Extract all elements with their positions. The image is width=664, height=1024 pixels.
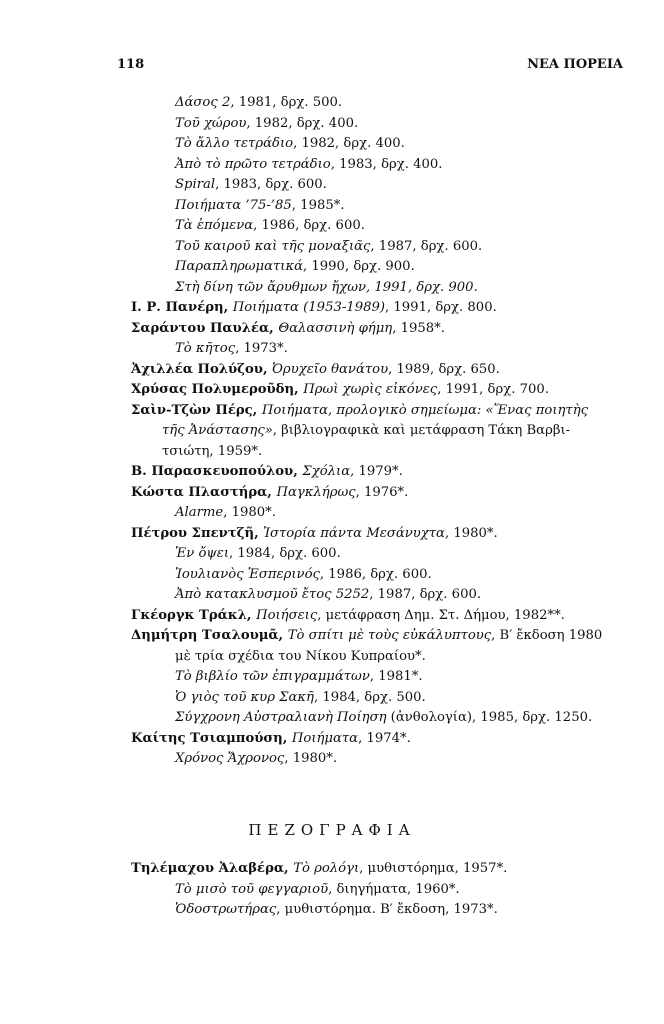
list-item: Τὰ ἑπόμενα, 1986, δρχ. 600. (175, 218, 365, 233)
list-item: Τοῦ χώρου, 1982, δρχ. 400. (175, 115, 359, 131)
list-item: τσιώτη, 1959*. (162, 443, 263, 459)
list-item: Χρόνος Ἄχρονος, 1980*. (175, 751, 338, 766)
list-item: Ἐν ὄψει, 1984, δρχ. 600. (175, 546, 341, 561)
poetry-list (131, 93, 631, 770)
list-item: Β. Παρασκευοπούλου, Σχόλια, 1979*. (131, 464, 403, 479)
list-item: Ὁδοστρωτήρας, μυθιστόρημα. Β′ ἔκδοση, 1973*. (175, 902, 498, 917)
list-item: Κώστα Πλαστήρα, Παγκλήρως, 1976*. (131, 484, 409, 500)
list-item: Χρύσας Πολυμεροῦδη, Πρωὶ χωρὶς εἰκόνες, 1991, δρχ. 700. (131, 382, 549, 397)
list-item: Σαράντου Παυλέα, Θαλασσινὴ φήμη, 1958*. (131, 320, 445, 336)
list-item: μὲ τρία σχέδια του Νίκου Κυπραίου*. (175, 648, 426, 664)
list-item: Τὸ ἄλλο τετράδιο, 1982, δρχ. 400. (175, 136, 405, 151)
list-item: Ἰουλιανὸς Ἑσπερινός, 1986, δρχ. 600. (175, 566, 432, 582)
list-item: Ἀπὸ τὸ πρῶτο τετράδιο, 1983, δρχ. 400. (175, 156, 443, 172)
list-item: Τὸ μισὸ τοῦ φεγγαριοῦ, διηγήματα, 1960*. (175, 881, 460, 897)
list-item: Ὁ γιὸς τοῦ κυρ Σακῆ, 1984, δρχ. 500. (175, 689, 426, 705)
list-item: Γκέοργκ Τράκλ, Ποιήσεις, μετάφραση Δημ. Στ. Δήμου, 1982**. (131, 607, 565, 623)
running-title: ΝΕΑ ΠΟΡΕΙΑ (527, 57, 623, 72)
list-item: Ι. Ρ. Πανέρη, Ποιήματα (1953-1989), 1991, δρχ. 800. (131, 300, 497, 315)
page-number: 118 (117, 57, 145, 72)
list-item: Σαὶν-Τζὼν Πέρς, Ποιήματα, προλογικὸ σημείωμα: «Ἕνας ποιητὴς (131, 402, 588, 418)
list-item: Ἀπὸ κατακλυσμοῦ ἔτος 5252, 1987, δρχ. 600. (175, 587, 482, 602)
list-item: Καίτης Τσιαμπούση, Ποιήματα, 1974*. (131, 730, 411, 746)
list-item: Τηλέμαχου Ἀλαβέρα, Τὸ ρολόγι, μυθιστόρημα, 1957*. (131, 861, 508, 876)
list-item: Πέτρου Σπεντζῆ, Ἱστορία πάντα Μεσάνυχτα, 1980*. (131, 525, 498, 541)
list-item: Σύγχρονη Αὐστραλιανὴ Ποίηση (ἀνθολογία), 1985, δρχ. 1250. (175, 710, 593, 725)
list-item: Στὴ δίνη τῶν ἄρυθμων ἤχων, 1991, δρχ. 900. (175, 279, 478, 295)
list-item: Δάσος 2, 1981, δρχ. 500. (175, 95, 343, 110)
list-item: Τοῦ καιροῦ καὶ τῆς μοναξιᾶς, 1987, δρχ. 600. (175, 238, 483, 254)
list-item: τῆς Ἀνάστασης», βιβλιογραφικὰ καὶ μετάφραση Τάκη Βαρβι- (162, 423, 571, 438)
list-item: Ἀχιλλέα Πολύζου, Ὀρυχεῖο θανάτου, 1989, δρχ. 650. (131, 361, 500, 377)
list-item: Παραπληρωματικά, 1990, δρχ. 900. (175, 259, 415, 274)
list-item: Τὸ βιβλίο τῶν ἐπιγραμμάτων, 1981*. (175, 669, 423, 684)
list-item: Alarme, 1980*. (175, 505, 276, 520)
list-item: Spiral, 1983, δρχ. 600. (175, 177, 327, 192)
list-item: Δημήτρη Τσαλουμᾶ, Τὸ σπίτι μὲ τοὺς εὐκάλυπτους, Β′ ἔκδοση 1980 (131, 628, 603, 643)
prose-list (131, 859, 631, 921)
section-heading-prose: ΠΕΖΟΓΡΑΦΙΑ (248, 821, 416, 839)
list-item: Ποιήματα ’75-’85, 1985*. (175, 197, 345, 213)
list-item: Τὸ κῆτος, 1973*. (175, 341, 288, 356)
